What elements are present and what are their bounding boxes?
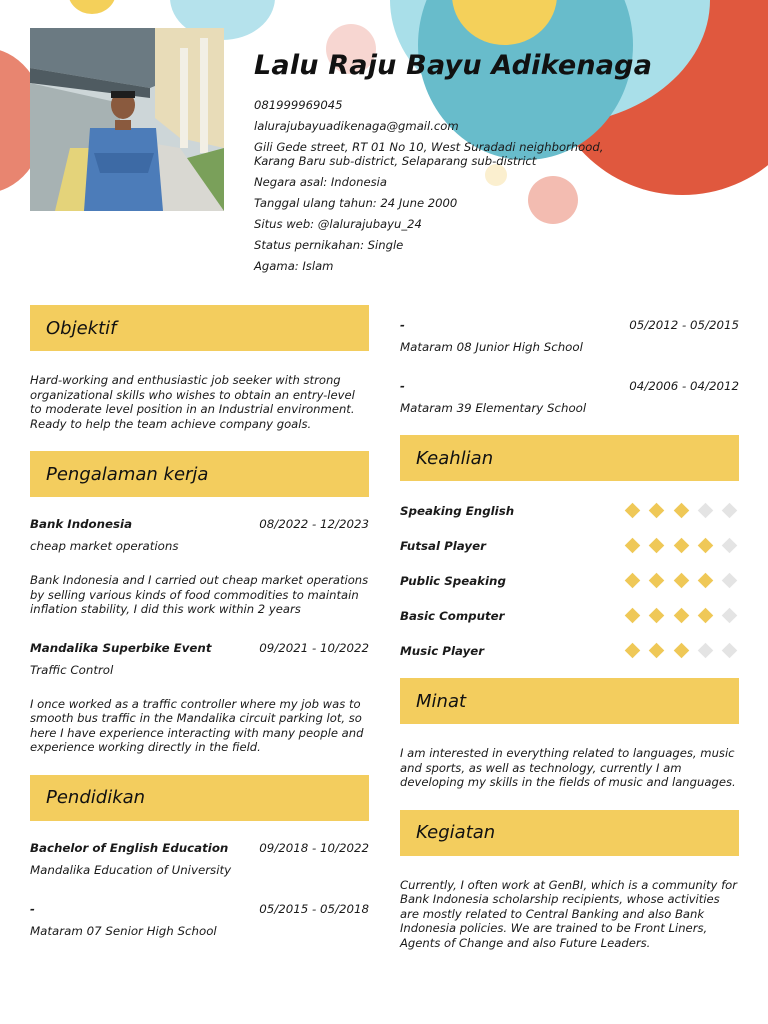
interests-heading: Minat [400,678,739,724]
birth-date: Tanggal ulang tahun: 24 June 2000 [254,196,458,210]
rating-diamond-empty-icon [722,643,738,659]
experience-role: cheap market operations [30,539,179,553]
home-address: Gili Gede street, RT 01 No 10, West Suradadi neighborhood, Karang Baru sub-district, Selaparang sub-district [254,140,604,168]
education-item [400,318,739,354]
education-degree: - [400,379,405,393]
skill-row [400,528,739,563]
education-item [400,379,739,415]
education-school: Mandalika Education of University [30,862,232,877]
objective-heading: Objektif [30,305,369,351]
profile-photo [30,28,224,211]
rating-diamond-filled-icon [697,538,713,554]
skills-heading: Keahlian [400,435,739,481]
experience-company: Bank Indonesia [30,517,133,531]
rating-diamond-filled-icon [697,573,713,589]
rating-diamond-filled-icon [649,643,665,659]
skill-label: Futsal Player [400,538,486,553]
rating-diamond-empty-icon [697,643,713,659]
skill-rating [627,610,739,621]
skill-rating [627,540,739,551]
rating-diamond-filled-icon [673,608,689,624]
skill-rating [627,645,739,656]
activities-heading: Kegiatan [400,810,739,856]
education-dates: 04/2006 - 04/2012 [629,379,739,393]
activities-text: Currently, I often work at GenBI, which is a community for Bank Indonesia scholarship recipients, whose activities are mostly related to Central Banking and also Bank Indonesia policies. We are trained to be Front Liners, Agents of Change and also Future Leaders. [400,877,738,950]
education-dates: 09/2018 - 10/2022 [259,840,369,855]
right-column [400,305,739,950]
skill-row [400,633,739,668]
objective-text: Hard-working and enthusiastic job seeker with strong organizational skills who wishes to obtain an entry-level to moderate level position in an Industrial environment. Ready to help the team achieve company goals. [30,373,355,431]
rating-diamond-filled-icon [673,538,689,554]
rating-diamond-empty-icon [697,503,713,519]
skill-label: Basic Computer [400,608,505,623]
experience-company: Mandalika Superbike Event [30,640,212,655]
education-school: Mataram 07 Senior High School [30,923,217,938]
contact-info [254,98,644,280]
skill-label: Public Speaking [400,573,506,588]
rating-diamond-filled-icon [625,573,641,589]
rating-diamond-filled-icon [649,608,665,624]
experience-description: Bank Indonesia and I carried out cheap market operations by selling various kinds of food commodities to maintain inflation stability, I did this work within 2 years [30,573,369,616]
education-dates: 05/2012 - 05/2015 [629,318,739,332]
education-item [30,841,369,877]
experience-description: I once worked as a traffic controller where my job was to smooth bus traffic in the Mandalika circuit parking lot, so here I have experience interacting with many people and experience working directly in the field. [30,696,364,754]
education-degree: - [30,901,35,916]
skill-row [400,493,739,528]
website: Situs web: @lalurajubayu_24 [254,217,422,231]
experience-item [30,641,369,755]
experience-heading: Pengalaman kerja [30,451,369,497]
candidate-name: Lalu Raju Bayu Adikenaga [254,50,653,81]
rating-diamond-filled-icon [673,573,689,589]
rating-diamond-empty-icon [722,573,738,589]
skill-label: Music Player [400,643,485,658]
interests-text: I am interested in everything related to languages, music and sports, as well as technology, currently I am developing my skills in the fields of music and languages. [400,746,736,789]
rating-diamond-filled-icon [673,503,689,519]
rating-diamond-filled-icon [649,573,665,589]
education-item [30,902,369,938]
experience-dates: 09/2021 - 10/2022 [259,640,369,655]
decor-circle-yellow-top-left [68,0,116,14]
religion: Agama: Islam [254,259,334,273]
experience-item [30,517,369,617]
education-dates: 05/2015 - 05/2018 [259,901,369,916]
rating-diamond-filled-icon [625,643,641,659]
skill-row [400,563,739,598]
left-column [30,305,369,938]
experience-dates: 08/2022 - 12/2023 [259,517,369,531]
rating-diamond-filled-icon [697,608,713,624]
rating-diamond-filled-icon [649,503,665,519]
skill-rating [627,575,739,586]
rating-diamond-filled-icon [625,538,641,554]
rating-diamond-empty-icon [722,538,738,554]
education-school: Mataram 08 Junior High School [400,340,583,354]
rating-diamond-filled-icon [625,503,641,519]
rating-diamond-empty-icon [722,608,738,624]
rating-diamond-filled-icon [625,608,641,624]
marital-status: Status pernikahan: Single [254,238,404,252]
rating-diamond-filled-icon [649,538,665,554]
skill-rating [627,505,739,516]
skill-label: Speaking English [400,503,515,518]
skills-list [400,493,739,668]
country-of-origin: Negara asal: Indonesia [254,175,387,189]
education-heading: Pendidikan [30,775,369,821]
education-degree: Bachelor of English Education [30,840,229,855]
phone-number: 081999969045 [254,98,343,112]
skill-row [400,598,739,633]
education-degree: - [400,318,405,332]
rating-diamond-empty-icon [722,503,738,519]
experience-role: Traffic Control [30,662,114,677]
rating-diamond-filled-icon [673,643,689,659]
email-address: lalurajubayuadikenaga@gmail.com [254,119,459,133]
education-school: Mataram 39 Elementary School [400,401,587,415]
